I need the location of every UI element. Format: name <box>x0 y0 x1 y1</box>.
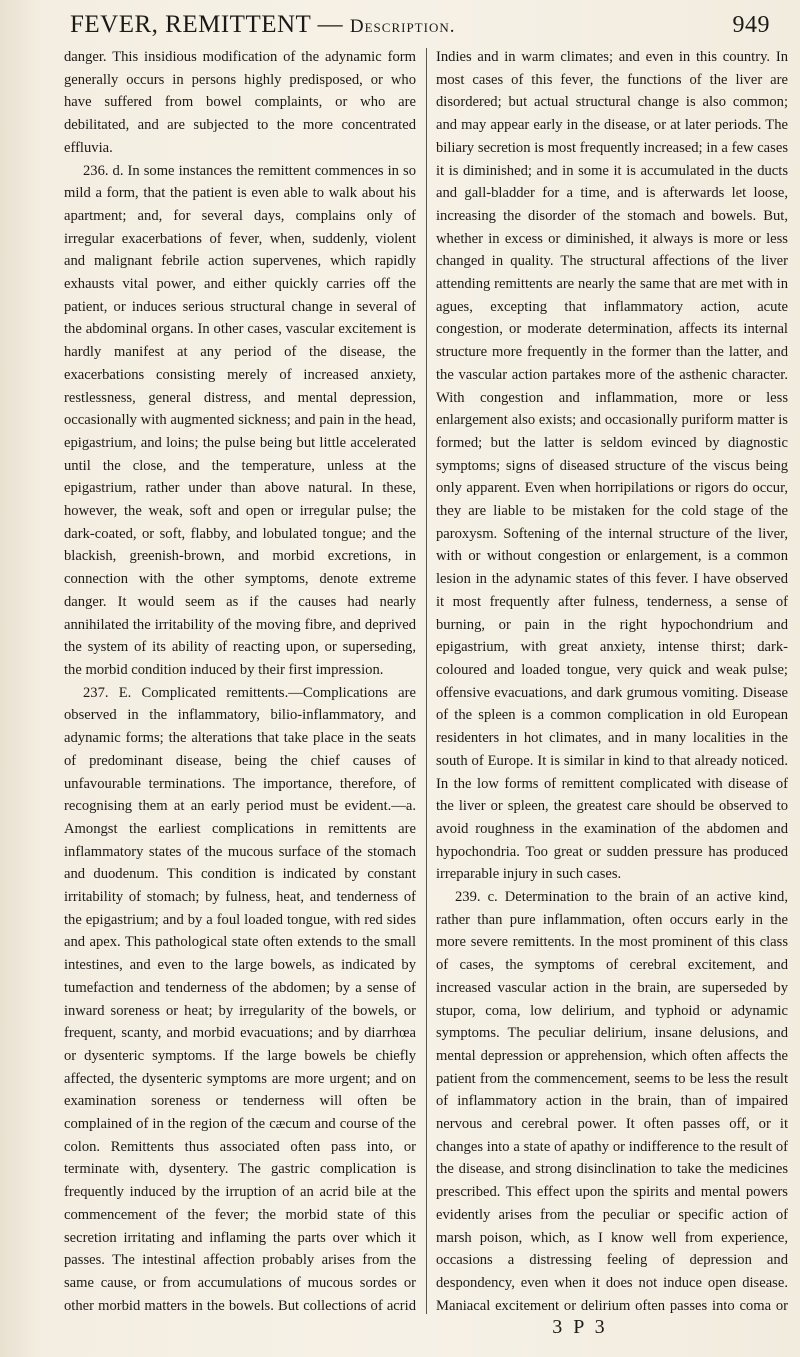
paragraph-236: 236. d. In some instances the remittent commences in so mild a form, that the patient is even able to walk about his apartment; and, for several days, complains only of irregular exacerbations of fever, when, suddenly, violent and malignant febrile action supervenes, which rapidly exhausts vital power, and either quickly carries off the patient, or induces serious structural change in several of the abdominal organs. In other cases, vascular excitement is hardly manifest at any period of the disease, the exacerbations consisting merely of increased anxiety, restlessness, general distress, and mental depression, occasionally with augmented sickness; and pain in the head, epigastrium, and loins; the pulse being but little accelerated until the close, and the temperature, unless at the epigastrium, rather under than above natural. In these, however, the weak, soft and open or irregular pulse; the dark-coated, or soft, flabby, and lobulated tongue; and the blackish, greenish-brown, and morbid excretions, in connection with the other symptoms, denote extreme danger. It would seem as if the causes had nearly annihilated the irritability of the moving fibre, and deprived the system of its ability of reacting upon, or superseding, the morbid condition induced by their first impression. <box>64 162 416 678</box>
right-column <box>436 46 788 1316</box>
running-title-main: FEVER, REMITTENT — <box>70 11 350 38</box>
running-header <box>70 8 770 42</box>
running-title <box>70 11 455 39</box>
left-column <box>64 46 416 1316</box>
paragraph-continuation: danger. This insidious modification of the adynamic form generally occurs in persons highly predisposed, or who have suffered from bowel complaints, or who are debilitated, and are subjected to the more concentrated effluvia. <box>64 49 416 156</box>
paragraph-239: 239. c. Determination to the brain of an active kind, rather than pure inflammation, often occurs early in the more severe remittents. In the most prominent of this class of cases, the symptoms of cerebral excitement, and increased vascular action in the brain, are superseded by stupor, coma, low delirium, and typhoid or adynamic symptoms. The peculiar delirium, insane delusions, and mental depression or apprehension, which often affects the patient from the commencement, seems to be less the result of inflammatory action in the brain, than of impaired nervous and cerebral power. It often passes off, or it changes into a state of apathy or indifference to the result of the disease, and strong disinclination to take the medicines prescribed. This effect upon the spirits and mental powers evidently arises from the peculiar or specific action of marsh poison, which, as I know well from experience, occasions a distressing feeling of depression and despondency, even when it does not induce open disease. Maniacal excitement or delirium often passes into coma or <box>436 889 788 1314</box>
signature-mark: 3 P 3 <box>552 1316 608 1338</box>
running-title-sub: Description. <box>349 16 456 37</box>
text-columns <box>64 46 788 1316</box>
page-number: 949 <box>732 11 770 38</box>
paragraph-238-continued: Indies and in warm climates; and even in this country. In most cases of this fever, the functions of the liver are disordered; but actual structural change is also common; and may appear early in the disease, or at later periods. The biliary secretion is most frequently increased; in a few cases it is diminished; and in some it is accumulated in the ducts and gall-bladder for a time, and is afterwards let loose, increasing the disorder of the stomach and bowels. But, whether in excess or diminished, it always is more or less changed in quality. The structural affections of the liver attending remittents are nearly the same that are met with in agues, excepting that inflammatory action, acute congestion, or moderate determination, affects its internal structure more frequently in the former than the latter, and the vascular action partakes more of the asthenic character. With congestion and inflammation, more or less enlargement also exists; and occasionally puriform matter is formed; but the latter is seldom evinced by diagnostic symptoms; signs of diseased structure of the viscus being only apparent. Even when horripilations or rigors do occur, they are liable to be mistaken for the cold stage of the paroxysm. Softening of the internal structure of the liver, with or without congestion or enlargement, is a common lesion in the adynamic states of this fever. I have observed it most frequently after fulness, tenderness, a sense of burning, or pain in the right hypochondrium and epigastrium, with great anxiety, intense thirst; dark-coloured and loaded tongue, very quick and weak pulse; offensive evacuations, and dark grumous vomiting. Disease of the spleen is a common complication in old European residenters in hot climates, and in many localities in the south of Europe. It is similar in kind to that already noticed. In the low forms of remittent complicated with disease of the liver or spleen, the greatest care should be observed to avoid roughness in the examination of the abdomen and hypochondria. Too great or sudden pressure has produced irreparable injury in such cases. <box>436 49 788 883</box>
column-divider <box>426 48 427 1314</box>
paragraph-237: 237. E. Complicated remittents.—Complications are observed in the inflammatory, bilio-inflammatory, and adynamic forms; the alterations that take place in the seats of predominant disease, being the chief causes of unfavourable terminations. The importance, therefore, of recognising them at an early period must be evident.—a. Amongst the earliest complications in remittents are inflammatory states of the mucous surface of the stomach and duodenum. This condition is indicated by constant irritability of stomach; by fulness, heat, and tenderness of the epigastrium; and by a foul loaded tongue, with red sides and apex. This pathological state often extends to the small intestines, and even to the large bowels, as indicated by tumefaction and tenderness of the abdomen; by a sense of inward soreness or heat; by irregularity of the bowels, or frequent, scanty, and morbid evacuations; and by diarrhœa or dysenteric symptoms. If the large bowels be chiefly affected, the dysenteric symptoms are more urgent; and on examination soreness or tenderness will often be complained of in the region of the cæcum and course of the colon. Remittents thus associated often pass into, or terminate with, dysentery. The gastric complication is frequently induced by the irruption of an acrid bile at the commencement of the fever; the morbid state of this secretion irritating and inflaming the parts over which it passes. The intestinal affection probably arises from the same cause, or from accumulations of mucous sordes or other morbid matters in the bowels. But collections of acrid <box>64 684 416 1314</box>
